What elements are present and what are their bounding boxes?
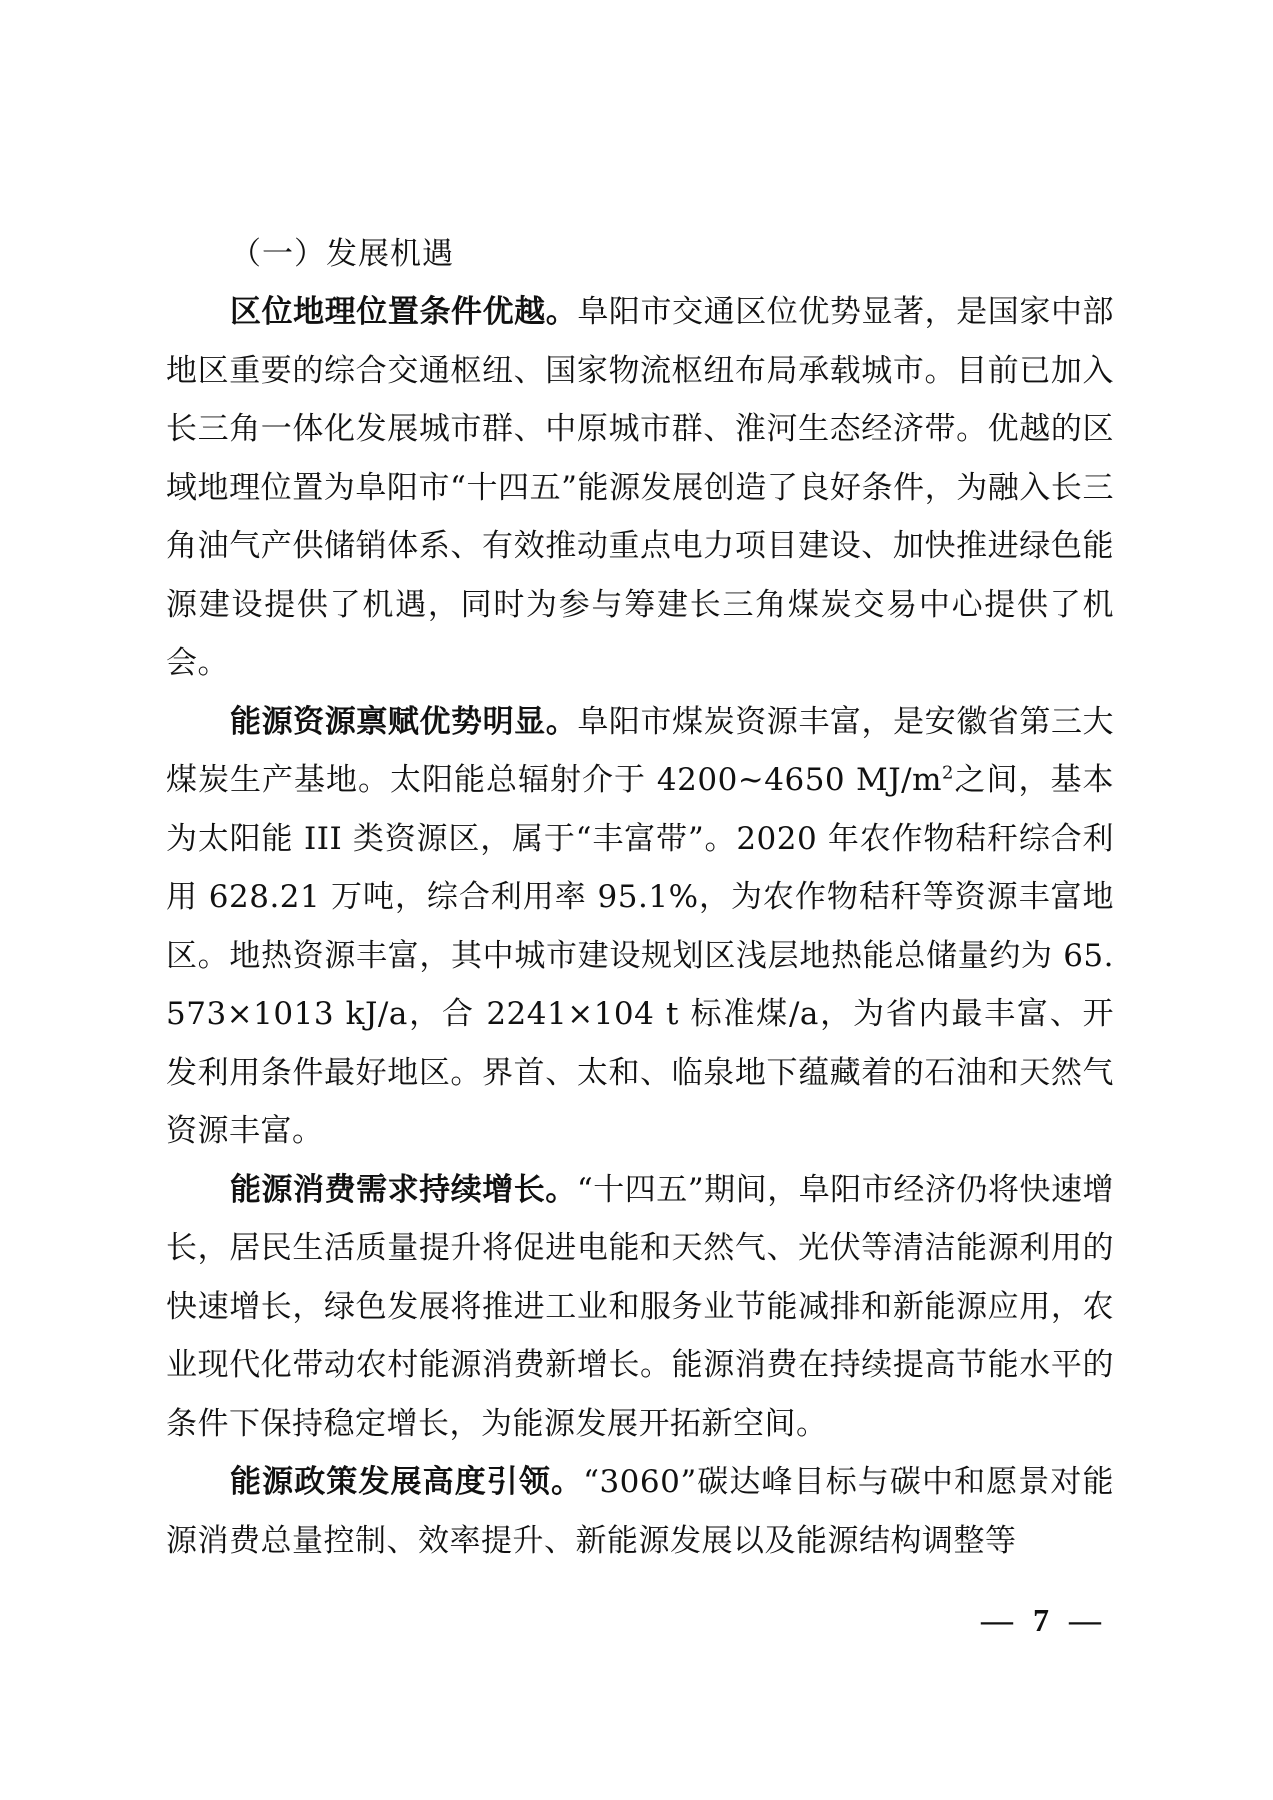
paragraph-policy [166,1453,1114,1570]
page-number: — 7 — [981,1602,1107,1638]
paragraph-resources [166,693,1114,1161]
paragraph-lead: 能源政策发展高度引领。 [230,1464,584,1500]
paragraph-body-continued: 之间，基本为太阳能 III 类资源区，属于“丰富带”。2020 年农作物秸秆综合利用 628.21 万吨，综合利用率 95.1%，为农作物秸秆等资源丰富地区。地热资源丰富，其中城市建设规划区浅层地热能总储量约为 65.573×1013 kJ/a，合 2241×104 t 标准煤/a，为省内最丰富、开发利用条件最好地区。界首、太和、临泉地下蕴藏着的石油和天然气资源丰富。 [166,762,1114,1149]
paragraph-body: “3060”碳达峰目标与碳中和愿景对能源消费总量控制、效率提升、新能源发展以及能源结构调整等 [166,1464,1115,1559]
paragraph-demand [166,1161,1114,1454]
paragraph-lead: 能源消费需求持续增长。 [230,1171,577,1208]
paragraph-lead: 能源资源禀赋优势明显。 [230,703,578,740]
section-heading: （一）发展机遇 [230,236,454,272]
paragraph-body: 阜阳市煤炭资源丰富，是安徽省第三大煤炭生产基地。太阳能总辐射介于 4200~4650 MJ/m [166,703,1115,798]
superscript: 2 [942,762,954,784]
paragraph-lead: 区位地理位置条件优越。 [230,294,578,330]
document-body [166,225,1114,1570]
paragraph-body: 阜阳市交通区位优势显著，是国家中部地区重要的综合交通枢纽、国家物流枢纽布局承载城市。目前已加入长三角一体化发展城市群、中原城市群、淮河生态经济带。优越的区域地理位置为阜阳市“十四五”能源发展创造了良好条件，为融入长三角油气产供储销体系、有效推动重点电力项目建设、加快推进绿色能源建设提供了机遇，同时为参与筹建长三角煤炭交易中心提供了机会。 [166,294,1115,681]
paragraph-body: “十四五”期间，阜阳市经济仍将快速增长，居民生活质量提升将促进电能和天然气、光伏等清洁能源利用的快速增长，绿色发展将推进工业和服务业节能减排和新能源应用，农业现代化带动农村能源消费新增长。能源消费在持续提高节能水平的条件下保持稳定增长，为能源发展开拓新空间。 [166,1171,1114,1442]
paragraph-location [166,283,1114,693]
